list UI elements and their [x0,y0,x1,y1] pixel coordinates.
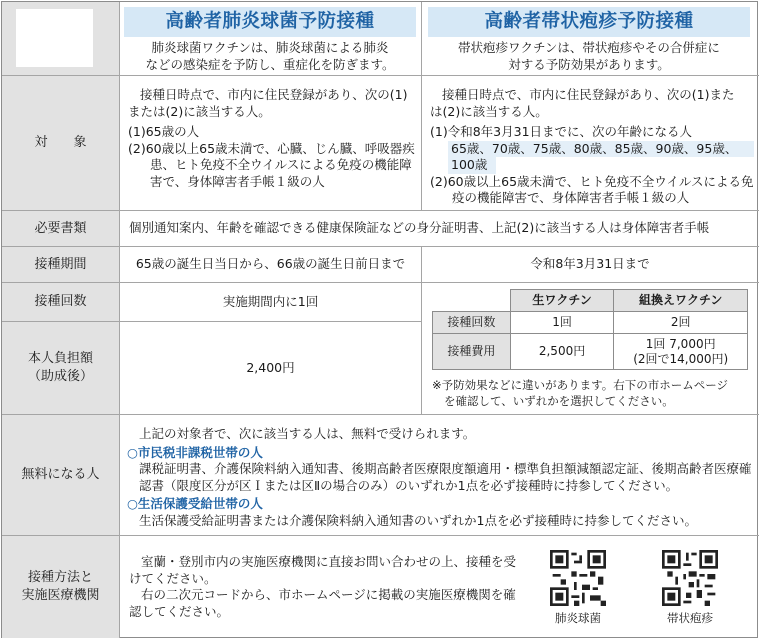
shingles-target-item2: (2)60歳以上65歳未満で、ヒト免疫不全ウイルスによる免疫の機能障害で、身体障害者手帳１級の人 [430,173,754,205]
shingles-target-item1: (1)令和8年3月31日までに、次の年齢になる人 [430,124,693,139]
method-label-line2: 実施医療機関 [21,588,100,603]
pneumococcal-description [119,39,421,73]
recombinant-count-cell: 2回 [614,312,748,334]
method-text-2: 右の二次元コードから、市ホームページに掲載の実施医療機関を確認してください。 [129,587,516,619]
row-label-cost [2,322,119,414]
pneumo-count-text: 実施期間内に1回 [222,294,319,309]
pneumo-cost-text: 2,400円 [246,360,295,375]
method-text-1: 室蘭・登別市内の実施医療機関に直接お問い合わせの上、接種を受けてください。 [129,554,517,586]
pneumo-target-text [128,87,418,190]
col-recombinant-vaccine: 組換えワクチン [614,290,748,312]
pneumo-target-item1: (1)65歳の人 [128,124,200,139]
shingles-target-ages-2: 100歳 [448,157,496,174]
row-label-target: 対 象 [2,76,119,210]
header-corner-cell [2,2,119,75]
vaccination-info-table [1,1,758,638]
col-live-vaccine: 生ワクチン [510,290,614,312]
pneumo-period-text: 65歳の誕生日当日から、66歳の誕生日前日まで [135,256,406,271]
free-heading-welfare: ○生活保護受給世帯の人 [127,496,263,511]
pneumo-target-intro-1: 接種日時点で、市内に住民登録があり、次の(1) [140,87,408,102]
live-cost-cell: 2,500円 [510,334,614,370]
shingles-target-intro-2: は(2)に該当する人。 [430,103,548,119]
qr-code-icon[interactable] [662,550,718,606]
row-label-period: 接種期間 [2,247,119,282]
shingles-description-line1: 帯状疱疹ワクチンは、帯状疱疹やその合併症に [458,40,720,55]
header-blank-box [16,9,93,67]
qr-code-icon[interactable] [550,550,606,606]
free-intro: 上記の対象者で、次に該当する人は、無料で受けられます。 [139,426,476,441]
row-shingles-count: 接種回数 [433,312,511,334]
shingles-target-ages-1: 65歳、70歳、75歳、80歳、85歳、90歳、95歳、 [448,141,754,158]
row-label-method [2,536,119,638]
row-label-count: 接種回数 [2,283,119,321]
qr-label-shingles: 帯状疱疹 [667,611,713,625]
recombinant-cost-cell [614,334,748,370]
method-text [129,554,521,620]
shingles-vaccine-note [432,377,756,409]
shingles-target-text [430,87,754,207]
pneumococcal-description-line2: などの感染症を予防し、重症化を防ぎます。 [145,57,395,72]
shingles-note-line1: ※予防効果などに違いがあります。右下の市ホームページ [432,378,728,392]
row-label-free: 無料になる人 [2,415,119,535]
free-text-tax-exempt: 課税証明書、介護保険料納入通知書、後期高齢者医療限度額適用・標準負担額減額認定証、後期高齢者医療確認書（限度区分が区Ｉまたは区Ⅱの場合のみ）のいずれか1点を必ず接種時に持参してください。 [139,461,752,493]
shingles-description-line2: 対する予防効果があります。 [508,57,670,72]
documents-text: 個別通知案内、年齢を確認できる健康保険証などの身分証明書、上記(2)に該当する人は身体障害者手帳 [129,220,710,235]
method-label-line1: 接種方法と [27,570,93,586]
recombinant-cost-line1: 1回 7,000円 [645,336,716,351]
shingles-period-text: 令和8年3月31日まで [530,256,650,271]
table-corner [433,290,511,312]
row-shingles-cost: 接種費用 [433,334,511,370]
shingles-title: 高齢者帯状疱疹予防接種 [428,7,750,37]
cost-label-line1: 本人負担額 [27,351,93,367]
pneumococcal-description-line1: 肺炎球菌ワクチンは、肺炎球菌による肺炎 [151,40,389,55]
row-label-documents: 必要書類 [2,211,119,246]
pneumo-target-item2: (2)60歳以上65歳未満で、心臓、じん臓、呼吸器疾患、ヒト免疫不全ウイルスによる免疫の機能障害で、身体障害者手帳１級の人 [128,140,415,189]
free-heading-tax-exempt: ○市民税非課税世帯の人 [127,444,263,460]
shingles-note-line2: を確認して、いずれかを選択してください。 [444,394,674,408]
pneumo-target-intro-2: または(2)に該当する人。 [128,103,271,119]
free-text-welfare: 生活保護受給証明書または介護保険料納入通知書のいずれか1点を必ず接種時に持参してください。 [139,512,697,528]
shingles-description [423,39,755,73]
recombinant-cost-line2: (2回で14,000円) [633,351,729,366]
cost-label-line2: （助成後） [27,369,93,384]
free-text [127,426,753,529]
shingles-vaccine-table [432,289,748,370]
live-count-cell: 1回 [510,312,614,334]
pneumococcal-title: 高齢者肺炎球菌予防接種 [124,7,416,37]
shingles-target-intro-1: 接種日時点で、市内に住民登録があり、次の(1)また [442,87,735,102]
qr-label-pneumococcal: 肺炎球菌 [555,611,601,625]
